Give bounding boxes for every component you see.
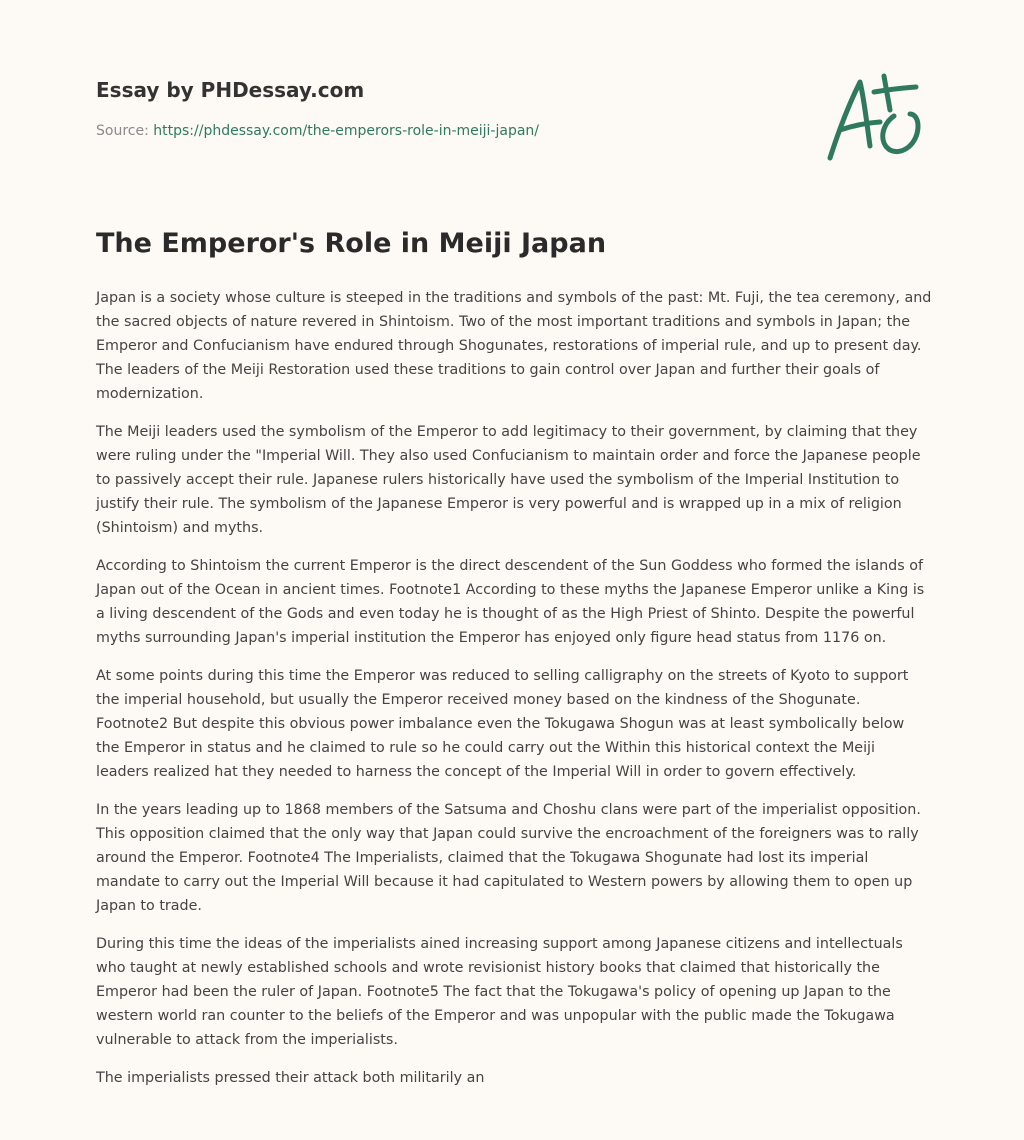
paragraph: The Meiji leaders used the symbolism of the Emperor to add legitimacy to their government, by claiming that they were ruling under the "Imperial Will. They also used Confucianism to maintain order and force the Japanese people to passively accept their rule. Japanese rulers historically have used the symbolism of the Imperial Institution to justify their rule. The symbolism of the Japanese Emperor is very powerful and is wrapped up in a mix of religion (Shintoism) and myths. xyxy=(96,424,921,536)
a-plus-logo-icon xyxy=(820,68,930,164)
site-brand: Essay by PHDessay.com xyxy=(96,78,365,102)
paragraph: The imperialists pressed their attack both militarily an xyxy=(96,1070,485,1086)
essay-title: The Emperor's Role in Meiji Japan xyxy=(96,228,607,259)
source-label: Source: xyxy=(96,123,149,139)
paragraph: In the years leading up to 1868 members of the Satsuma and Choshu clans were part of the imperialist opposition. This opposition claimed that the only way that Japan could survive the encroachment of the foreigners was to rally around the Emperor. Footnote4 The Imperialists, claimed that the Tokugawa Shogunate had lost its imperial mandate to carry out the Imperial Will because it had capitulated to Western powers by allowing them to open up Japan to trade. xyxy=(96,802,921,914)
paragraph: At some points during this time the Emperor was reduced to selling calligraphy on the streets of Kyoto to support the imperial household, but usually the Emperor received money based on the kindness of the Shogunate. Footnote2 But despite this obvious power imbalance even the Tokugawa Shogun was at least symbolically below the Emperor in status and he claimed to rule so he could carry out the Within this historical context the Meiji leaders realized hat they needed to harness the concept of the Imperial Will in order to govern effectively. xyxy=(96,668,909,780)
paragraph: According to Shintoism the current Emperor is the direct descendent of the Sun Goddess who formed the islands of Japan out of the Ocean in ancient times. Footnote1 According to these myths the Japanese Emperor unlike a King is a living descendent of the Gods and even today he is thought of as the High Priest of Shinto. Despite the powerful myths surrounding Japan's imperial institution the Emperor has enjoyed only figure head status from 1176 on. xyxy=(96,558,925,646)
source-line xyxy=(96,122,816,140)
paragraph: During this time the ideas of the imperialists ained increasing support among Japanese citizens and intellectuals who taught at newly established schools and wrote revisionist history books that claimed that historically the Emperor had been the ruler of Japan. Footnote5 The fact that the Tokugawa's policy of opening up Japan to the western world ran counter to the beliefs of the Emperor and was unpopular with the public made the Tokugawa vulnerable to attack from the imperialists. xyxy=(96,936,903,1048)
paragraph: Japan is a society whose culture is steeped in the traditions and symbols of the past: Mt. Fuji, the tea ceremony, and the sacred objects of nature revered in Shintoism. Two of the most important traditions and symbols in Japan; the Emperor and Confucianism have endured through Shogunates, restorations of imperial rule, and up to present day. The leaders of the Meiji Restoration used these traditions to gain control over Japan and further their goals of modernization. xyxy=(96,290,932,402)
essay-body xyxy=(96,286,932,1104)
essay-header xyxy=(96,78,816,140)
source-link[interactable]: https://phdessay.com/the-emperors-role-in-meiji-japan/ xyxy=(153,123,540,139)
